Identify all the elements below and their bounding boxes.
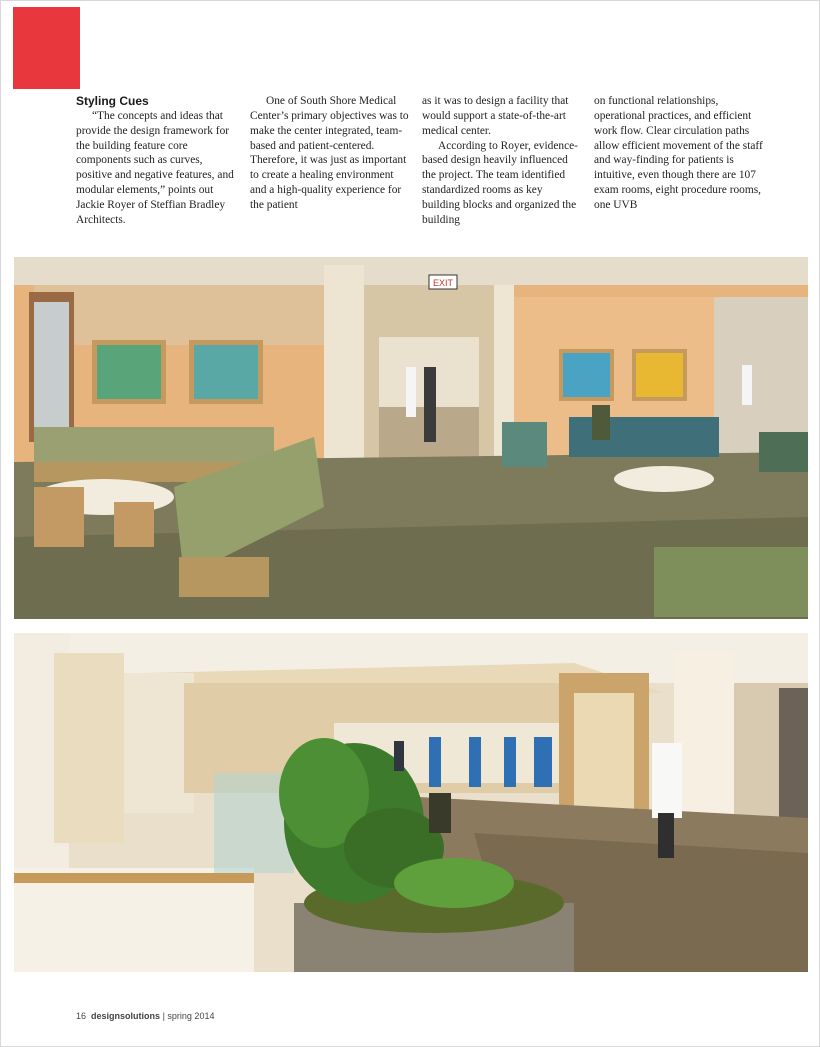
- page-footer: [76, 1011, 214, 1021]
- paragraph: One of South Shore Medical Center’s primary objectives was to make the center integrated, team-based and patient-centered. Therefore, it was just as important to create a healing environment and a high-quality experience for the patient: [250, 95, 409, 211]
- waiting-room-photo: [14, 257, 808, 619]
- paragraph: on functional relationships, operational practices, and efficient work flow. Clear circulation paths allow efficient movement of the staff and way-finding for patients is intuitive, even though there are 107 exam rooms, eight procedure rooms, one UVB: [594, 95, 763, 211]
- section-heading: Styling Cues: [76, 94, 149, 108]
- footer-separator: |: [162, 1011, 165, 1021]
- lobby-photo: [14, 633, 808, 972]
- paragraph: According to Royer, evidence-based design heavily influenced the project. The team identified standardized rooms as key building blocks and organized the building: [422, 139, 578, 226]
- article-column-2: [250, 94, 410, 213]
- paragraph: as it was to design a facility that would support a state-of-the-art medical center.: [422, 95, 569, 137]
- exit-sign-text: EXIT: [432, 278, 454, 288]
- page-number: 16: [76, 1011, 87, 1021]
- paragraph: “The concepts and ideas that provide the design framework for the building feature core components such as curves, positive and negative features, and modular elements,” points out Jackie Royer of Steffian Bradley Architects.: [76, 109, 234, 226]
- publication-name: designsolutions: [91, 1011, 161, 1021]
- article-column-4: [594, 94, 764, 213]
- article-column-3: [422, 94, 582, 228]
- issue-date: spring 2014: [167, 1011, 215, 1021]
- article-column-1: [76, 94, 236, 228]
- accent-block: [13, 7, 80, 89]
